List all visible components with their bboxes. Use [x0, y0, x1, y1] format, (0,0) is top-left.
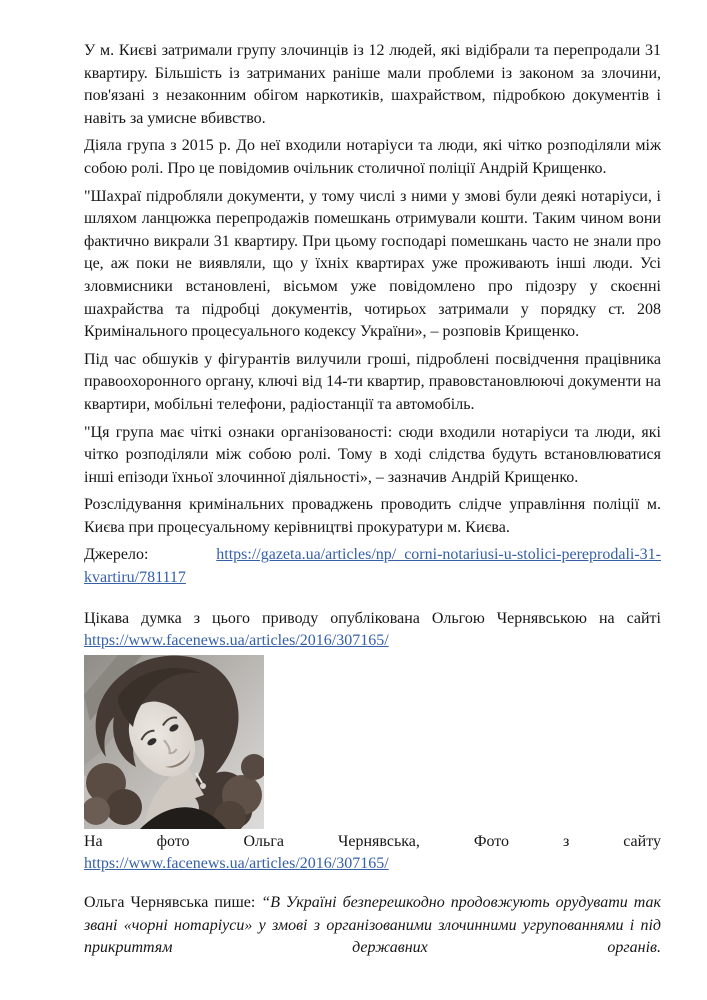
paragraph-seized-items: Під час обшуків у фігурантів вилучили гроші, підроблені посвідчення працівника правоохоронного органу, ключі від 14-ти квартир, правовстановлюючі документи на квартири, мобільні телефони, радіостанції та автомобіль.: [84, 350, 661, 413]
caption-link-line: [84, 853, 661, 876]
photo-caption-block: [84, 831, 661, 876]
opinion-block: [84, 608, 661, 653]
opinion-link-line: [84, 630, 661, 653]
source-label: Джерело:: [84, 546, 149, 564]
source-link-part-2[interactable]: kvartiru/781117: [84, 569, 186, 587]
paragraph-organized-group-quote: "Ця група має чіткі ознаки організованості: сюди входили нотаріуси та люди, які чітко розподіляли між собою ролі. Тому в ході слідства будуть встановлюватися інші епізоди їхньої злочинної діяльності», – зазначив Андрій Крищенко.: [84, 423, 661, 486]
paragraph-investigation: Розслідування кримінальних проваджень проводить слідче управління поліції м. Києва при процесуальному керівництві прокуратури м. Києва.: [84, 496, 661, 536]
paragraph-detained-group: У м. Києві затримали групу злочинців із 12 людей, які відібрали та перепродали 31 квартиру. Більшість із затриманих раніше мали проблеми із законом за злочини, пов'язані з незаконним обігом наркотиків, шахрайством, підробкою документів і навіть за умисне вбивство.: [84, 42, 661, 127]
paragraph-fraud-scheme-quote: "Шахраї підробляли документи, у тому числі з ними у змові були деякі нотаріуси, і шляхом ланцюжка перепродажів помешкань отримували кошти. Таким чином вони фактично викрали 31 квартиру. При цьому господарі помешкань часто не знали про це, аж поки не виявляли, що у їхніх квартирах уже проживають інші люди. Усі зловмисники встановлені, вісьмом уже повідомлено про підозру у скоєнні шахрайства та підробці документів, чотирьох затримали у порядку ст. 208 Кримінального процесуального кодексу України», – розповів Крищенко.: [84, 187, 661, 341]
facenews-link[interactable]: https://www.facenews.ua/articles/2016/307165/: [84, 632, 389, 650]
source-line-2: [84, 567, 661, 590]
source-block: [84, 544, 661, 589]
portrait-photo: [84, 655, 264, 829]
chernyavska-quote-paragraph: [84, 892, 661, 960]
source-link-part-1[interactable]: https://gazeta.ua/articles/np/_corni-notariusi-u-stolici-pereprodali-31-: [216, 546, 661, 564]
paragraph-group-since-2015: Діяла група з 2015 р. До неї входили нотаріуси та люди, які чітко розподіляли між собою ролі. Про це повідомив очільник столичної поліції Андрій Крищенко.: [84, 137, 661, 177]
quote-italic-text: “В Україні безперешкодно продовжують орудувати так звані «чорні нотаріуси» у змові з організованими злочинними угрупованнями і під прикриттям державних органів.: [84, 894, 662, 957]
quote-prefix: Ольга Чернявська пише:: [84, 894, 262, 912]
source-line-1: [84, 544, 661, 567]
photo-caption-text: На фото Ольга Чернявська, Фото з сайту: [84, 832, 661, 850]
woman-portrait-image: [84, 655, 264, 829]
opinion-intro-text: Цікава думка з цього приводу опублікована Ольгою Чернявською на сайті: [84, 609, 661, 627]
caption-facenews-link[interactable]: https://www.facenews.ua/articles/2016/307165/: [84, 855, 389, 873]
